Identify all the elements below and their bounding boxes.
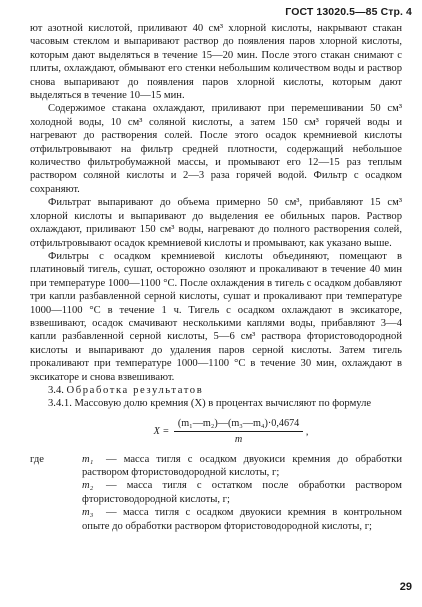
- formula-denominator: m: [234, 434, 243, 446]
- definition-text: — масса тигля с остатком после обработки раствором фтористоводородной кислоты, г;: [82, 480, 402, 505]
- formula-trail: ,: [305, 426, 309, 438]
- definition-text: — масса тигля с осадком двуокиси кремния до обработки раствором фтористоводородной кислоты, г;: [82, 453, 402, 478]
- definitions-list: [30, 453, 402, 533]
- section-heading: [30, 384, 402, 397]
- running-header: ГОСТ 13020.5—85 Стр. 4: [285, 6, 412, 18]
- clause-text: 3.4.1. Массовую долю кремния (X) в процентах вычисляют по формуле: [48, 398, 372, 410]
- paragraph-4: Фильтры с осадком кремниевой кислоты объединяют, помещают в платиновый тигель, сушат, осторожно озоляют и прокаливают в течение 40 мин при температуре 1000—1100 °С. После охлаждения в тигель с осадком добавляют три капли разбавленной серной кислоты, сушат и прокаливают при температуре 1000—1100 °С в течение 1 ч. Тигель с осадком охлаждают в эксикаторе, взвешивают, осадок смачивают несколькими каплями воды, прибавляют 3—4 капли разбавленной серной кислоты, 5—6 см³ раствора фтористоводородной кислоты и выпаривают до удаления паров серной кислоты. Затем тигель прокаливают при температуре 1000—1100 °С в течение 30 мин, охлаждают в эксикаторе и снова взвешивают.: [30, 250, 402, 383]
- definition-lead: где: [30, 453, 44, 465]
- definition-text: — масса тигля с осадком двуокиси кремния в контрольном опыте до обработки раствором фтористоводородной кислоты, г;: [82, 507, 402, 532]
- definition-item: [30, 453, 402, 480]
- paragraph-1: ют азотной кислотой, приливают 40 см³ хлорной кислоты, накрывают стакан часовым стеклом и выпаривают раствор до появления паров хлорной кислоты, которым дают выделяться в течение 15—20 мин. После этого стакан снимают с плиты, охлаждают, обмывают его стенки небольшим количеством воды и раствор снова выпаривают до появления паров хлорной кислоты, которым дают выделяться в течение 10—15 мин.: [30, 23, 402, 102]
- section-number: 3.4.: [48, 384, 64, 396]
- definition-body: [82, 453, 402, 480]
- body-text: [30, 22, 402, 533]
- formula-fraction: [174, 417, 303, 447]
- definition-item: [30, 479, 402, 506]
- formula: [60, 417, 402, 447]
- formula-lhs: X =: [153, 425, 170, 437]
- definition-symbol: m₃: [82, 507, 94, 519]
- definition-symbol: m₁: [82, 453, 94, 465]
- definition-body: [82, 479, 402, 506]
- page-number: 29: [399, 581, 412, 593]
- formula-numerator: (m₁—m₂)—(m₃—m₄)·0,4674: [174, 417, 303, 432]
- paragraph-3: Фильтрат выпаривают до объема примерно 50 см³, прибавляют 15 см³ хлорной кислоты и выпаривают до выделения ее обильных паров. Раствор охлаждают, приливают 150 см³ воды, нагревают до полного растворения солей, отфильтровывают осадок кремниевой кислоты и промывают, как указано выше.: [30, 197, 402, 249]
- definition-symbol: m₂: [82, 480, 94, 492]
- paragraph-2: Содержимое стакана охлаждают, приливают при перемешивании 50 см³ холодной воды, 10 см³ соляной кислоты, а затем 150 см³ горячей воды и нагревают до растворения солей. После этого осадок кремниевой кислоты отфильтровывают на фильтр средней плотности, содержащий небольшое количество фильтробумажной массы, и промывают его 12—15 раз теплым раствором соляной кислоты и 2—3 раза горячей водой. Фильтр с осадком сохраняют.: [30, 103, 402, 195]
- definition-body: [82, 506, 402, 533]
- section-title: Обработка результатов: [66, 384, 204, 396]
- definition-item: [30, 506, 402, 533]
